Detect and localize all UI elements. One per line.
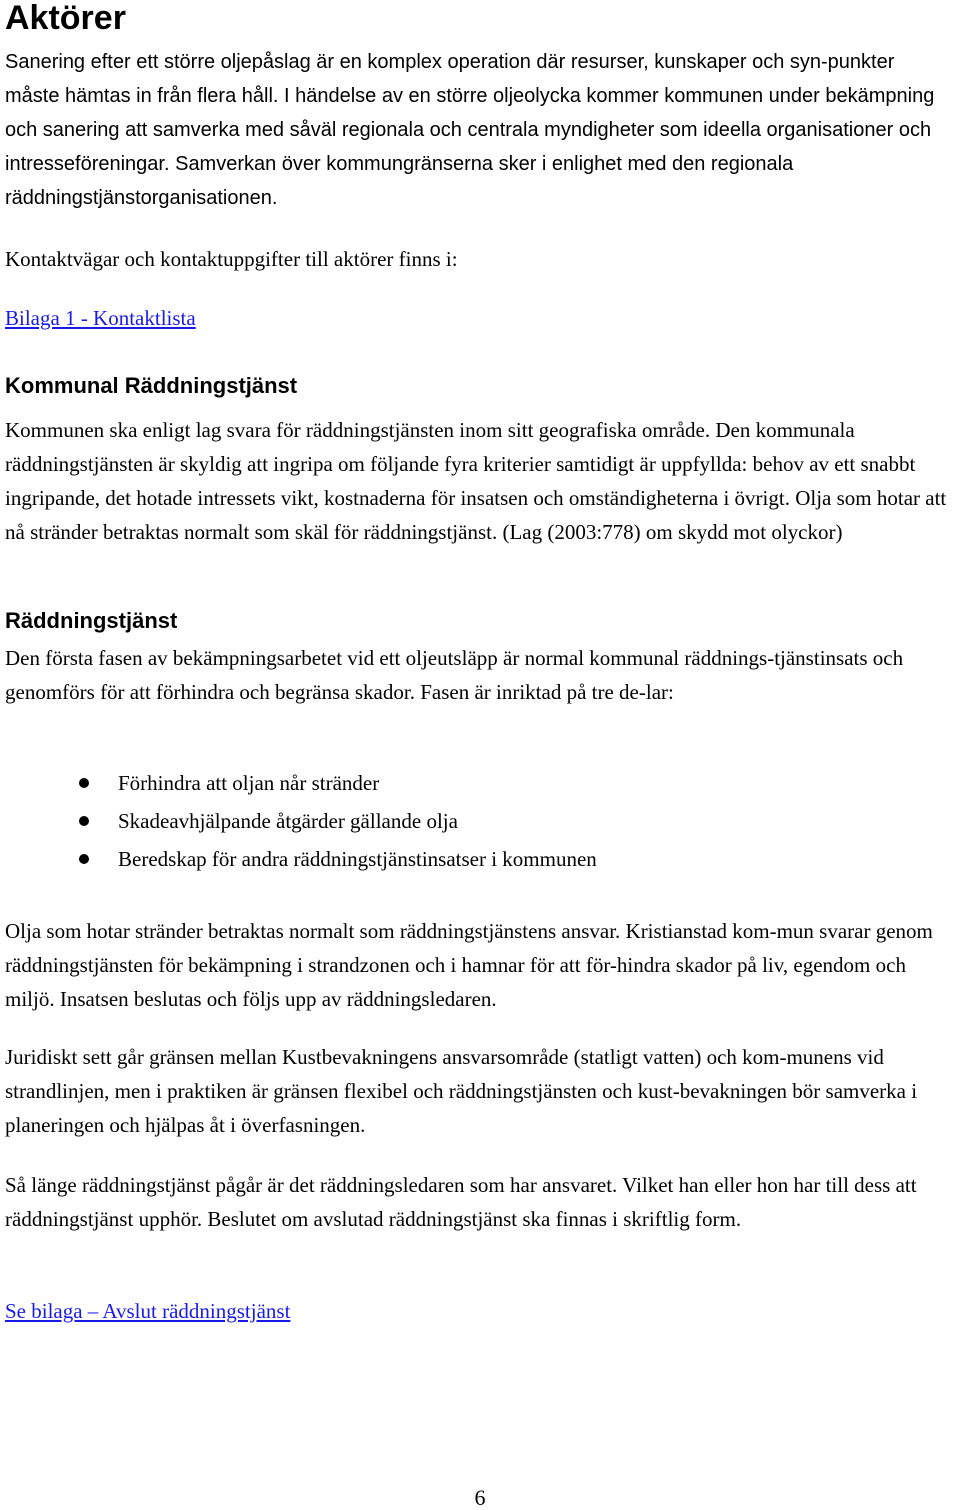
list-item-text: Beredskap för andra räddningstjänstinsatser i kommunen xyxy=(118,847,597,871)
list-item-text: Förhindra att oljan når stränder xyxy=(118,771,380,795)
kommunal-paragraph: Kommunen ska enligt lag svara för räddningstjänsten inom sitt geografiska område. Den kommunala räddningstjänsten är skyldig att ingripa om följande fyra kriterier samtidigt är uppfyllda: behov av ett snabbt ingripande, det hotade intressets vikt, kostnaderna för insatsen och omständigheterna i övrigt. Olja som hotar att nå stränder betraktas normalt som skäl för räddningstjänst. (Lag (2003:778) om skydd mot olyckor) xyxy=(5,418,947,544)
fas-bullet-list xyxy=(0,764,940,878)
bullet-icon xyxy=(79,816,89,826)
intro-paragraph: Sanering efter ett större oljepåslag är en komplex operation där resurser, kunskaper och syn-punkter måste hämtas in från flera håll. I händelse av en större oljeolycka kommer kommunen under bekämpning och sanering att samverka med såväl regionala och centrala myndigheter som ideella organisationer och intresseföreningar. Samverkan över kommungränserna sker i enlighet med den regionala räddningstjänstorganisationen. xyxy=(5,51,935,209)
list-item xyxy=(0,802,940,840)
kontaktlista-link[interactable]: Bilaga 1 - Kontaktlista xyxy=(5,306,196,330)
bullet-icon xyxy=(79,854,89,864)
raddningstjanst-heading: Räddningstjänst xyxy=(5,608,178,633)
bullet-icon xyxy=(79,778,89,788)
avslut-link[interactable]: Se bilaga – Avslut räddningstjänst xyxy=(5,1299,291,1323)
juridiskt-paragraph: Juridiskt sett går gränsen mellan Kustbevakningens ansvarsområde (statligt vatten) och kom-munens vid strandlinjen, men i praktiken är gränsen flexibel och räddningstjänsten och kust-bevakningen bör samverka i planeringen och hjälpas åt i överfasningen. xyxy=(5,1045,918,1137)
list-item xyxy=(0,840,940,878)
kommunal-heading: Kommunal Räddningstjänst xyxy=(5,373,298,398)
ansvar-paragraph: Olja som hotar stränder betraktas normalt som räddningstjänstens ansvar. Kristianstad kom-mun svarar genom räddningstjänsten för bekämpning i strandzonen och i hamnar för att för-hindra skador på liv, egendom och miljö. Insatsen beslutas och följs upp av räddningsledaren. xyxy=(5,919,933,1011)
list-item-text: Skadeavhjälpande åtgärder gällande olja xyxy=(118,809,458,833)
raddningstjanst-paragraph: Den första fasen av bekämpningsarbetet vid ett oljeutsläpp är normal kommunal räddnings-tjänstinsats och genomförs för att förhindra och begränsa skador. Fasen är inriktad på tre de-lar: xyxy=(5,646,904,704)
list-item xyxy=(0,764,940,802)
page-title: Aktörer xyxy=(5,0,126,37)
ledare-paragraph: Så länge räddningstjänst pågår är det räddningsledaren som har ansvaret. Vilket han eller hon har till dess att räddningstjänst upphör. Beslutet om avslutad räddningstjänst ska finnas i skriftlig form. xyxy=(5,1173,917,1231)
contact-paragraph: Kontaktvägar och kontaktuppgifter till aktörer finns i: xyxy=(5,247,458,271)
page-number: 6 xyxy=(474,1485,486,1510)
